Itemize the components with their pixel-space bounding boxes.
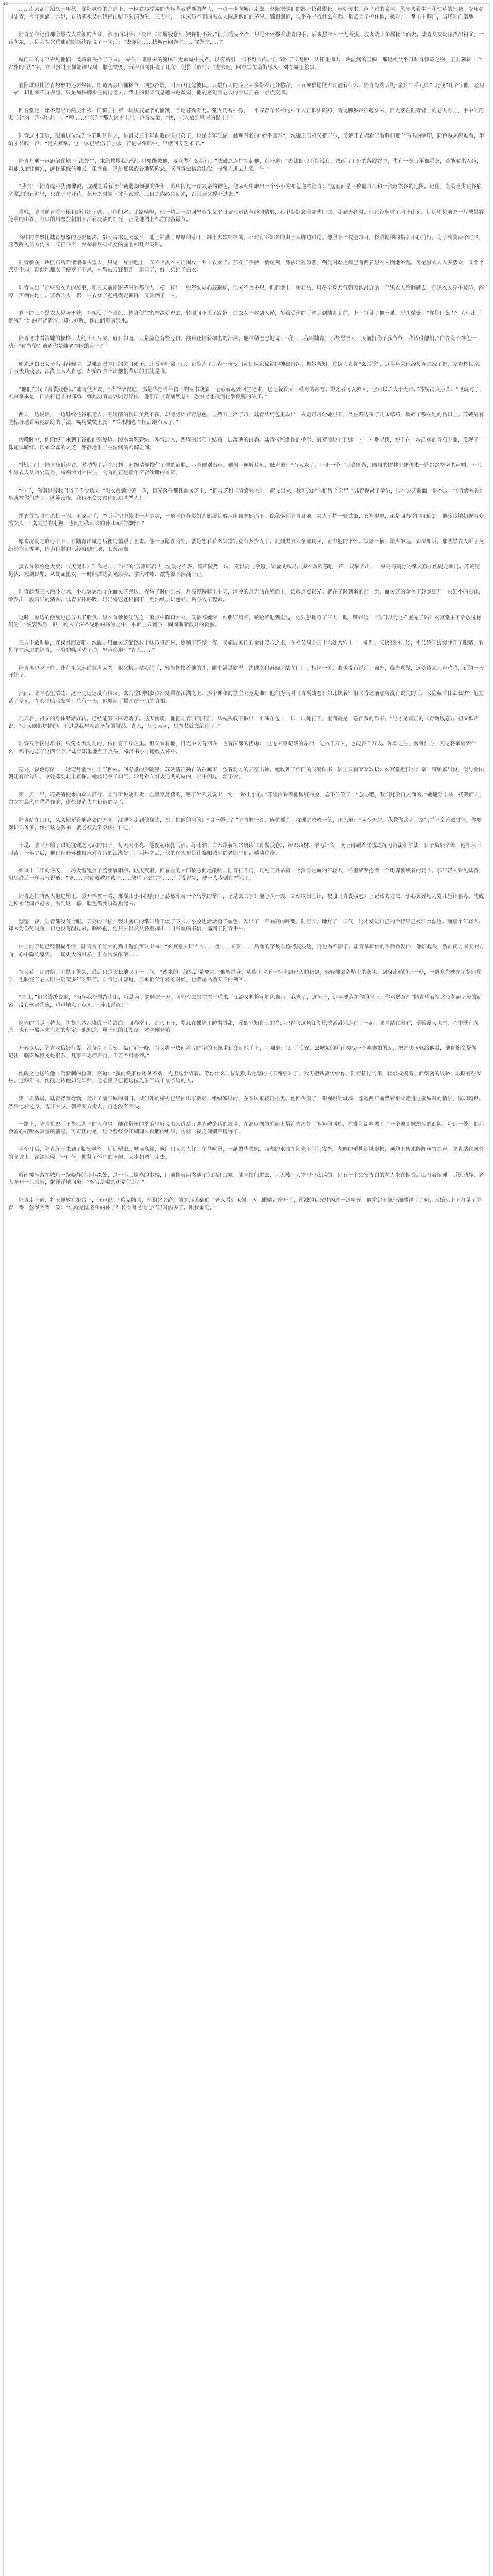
paragraph: 第二天清晨，陆青背着行囊，走出了襄阳城的南门。城门外的柳树已经抽出了新芽，嫩绿嫩绿的，在春风里轻轻摇曳。他回头望了一眼巍峨的城墙，想起两年前背着祖父走进这座城时的情景，恍如隔世。然后他转过身，迈开大步，朝着南方走去，再也没有回头。 <box>8 1096 484 1110</box>
paragraph: “我去！”陆青毫不犹豫地说。沈砚之看着这个瘦弱却倔强的少年，眼中闪过一丝复杂的神色。他从柜中取出一个小小的布包递给陆青：“这里面是三枚避毒丹和一张落霞谷的地图。记住，血灵芝生在谷底寒潭边的石缝里，只在子时开花，花开之时摘下才有药效。三日之内必须回来，否则师父撑不过去。” <box>8 184 482 197</box>
page-number: 10 <box>3 1 9 6</box>
paragraph: 黑衣首领眼中杀机一闪，正要动手，忽听半空中传来一声清啸，一道青色身影如大鹏展翅般从崖顶飘然而下，稳稳落在陆青身前。来人手持一管铁箫，衣袂飘飘，正是回春堂的沈砚之。他冷冷地扫视着众黑衣人：“玄冥堂的走狗，也配在我师父的孙儿面前撒野？” <box>8 513 484 527</box>
paragraph: 陆青躲在一块巨石后面悄悄探头望去，只见一片空地上，五六个黑衣人正围攻一名白衣女子。那女子手持一柄短剑，身法轻盈如燕，剑光闪动之间已有两名黑衣人倒地不起。可是黑衣人人多势众，又个个武功不弱，渐渐地那女子便落了下风，左臂被刀锋划开一道口子，鲜血染红了白衣。 <box>8 260 484 274</box>
paragraph: 傍晚时分，他们终于来到了谷底的寒潭边。潭水幽深碧绿，寒气逼人，四周的岩石上结着一层薄薄的白霜。陆青按照地图的指示，沿着潭边的石缝一寸一寸地寻找，终于在一块凸起的青石下面，发现了一株通体暗红、形如伞盖的灵芝，静静地生长在湿润的苔藓之间。 <box>8 437 484 451</box>
paragraph: ……南宋高宗绍兴十年秋，襄阳城外的荒野上，一位衣衫褴褛的少年背着昏迷的老人，一步一步向城门走去。夕阳把他们的影子拉得很长，远处传来几声乌鸦的啼叫，风里夹着尘土和枯草的气味。少年名叫陆青，今年刚满十六岁，自幼随祖父在终南山脚下采药为生。三天前，一伙来历不明的黑衣人闯进他们的茅屋，翻箱倒柜，似乎在寻找什么东西。祖父为了护住他，被对方一掌击中胸口，当场吐血倒地。 <box>8 7 484 20</box>
paragraph: 陆青至今记得那个黑衣人首领的声音，沙哑而阴冷：“交出《青囊残卷》，饶你们不死。”祖父摇头不语，只是死死握着陆青的手。后来黑衣人一无所获，放火烧了茅屋扬长而去。陆青从灰烬里扒出祖父，一路向东，只因为祖父昏迷前断断续续说了一句话：“去襄阳……找城南回春堂……沈先生……” <box>8 32 485 45</box>
paragraph: 陆青双手接过帛书，只觉得沉甸甸的，仿佛有千斤之重。祖父看着他，目光中既有期许，也有深深的忧虑：“这卷书里记载的东西，能救千万人，也能害千万人。你要记住，医者仁心，无论将来遇到什么，都不能忘了这四个字。”陆青郑重地点了点头，将帛书小心地收入怀中。 <box>8 741 477 755</box>
paragraph: 祖父看了那封信，沉默了很久，最后只是长长地叹了一口气：“该来的，终究还是要来。”他转过身，从墙上取下一柄尘封已久的长剑，轻轻拂去剑鞘上的灰尘。剑身出鞘的那一刻，一道寒光映亮了整间屋子，也映亮了老人眼中沉寂多年的锋芒。陆青这才知道，原来祖父年轻的时候，也曾是名动天下的剑客。 <box>8 970 482 983</box>
article-body <box>8 6 485 2576</box>
paragraph: “找到了！”陆青压低声音，激动得手都在发抖。苏婉清却按住了他的肩膀，示意他别出声。她侧耳倾听片刻，低声道：“有人来了，不止一个。”话音刚落，四周的树林里便传来一阵窸窸窣窣的声响，十几个黑衣人从暗处现身，将寒潭团团围住，为首的正是那个声音沙哑的首领。 <box>8 463 482 476</box>
paragraph: 陆青再也忍不住，扑在祖父床前放声大哭。祖父抬起枯瘦的手，轻轻抚摸着他的头，眼中满是欣慰。沈砚之和苏婉清站在门口，相视一笑，谁也没有说话。窗外，晨光熹微，远处传来几声鸡鸣，新的一天开始了。 <box>8 665 484 679</box>
paragraph: 开春以后，陆青收拾好行囊，准备南下临安。临行前一晚，祖父将一块刻着“沈”字的玉佩重新交到他手上，叮嘱道：“到了临安，去城东的听雨楼找一个叫秦伯的人，把这块玉佩给他看，他自然会帮你。记住，临安城里龙蛇混杂，凡事三思而后行，千万不可鲁莽。” <box>8 1045 482 1059</box>
paragraph: “青儿，”祖父缓缓说道，“当年我隐居终南山，就是为了躲避这一天。可如今玄冥堂卷土重来，江湖又将掀起腥风血雨。我老了，这担子，迟早要落在你的肩上。你可愿意？”陆青望着祖父苍老而坚毅的面容，没有丝毫犹豫，重重地点了点头：“孙儿愿意！” <box>8 995 482 1008</box>
paragraph: 襄阳城里比陆青想象的还要热闹。街道两旁店铺林立，酒旗招展，叫卖声此起彼伏。只是行人的脸上大多带着几分愁容，三五成群地低声议论着什么。陆青隐约听见“金兵”“岳元帅”“北伐”几个字眼，心里一紧，却也顾不得多想，只是加快脚步往南街走去。背上的祖父气息越来越微弱，他能感觉到老人的手脚正在一点点变凉。 <box>8 82 485 96</box>
paragraph: 一路上，陆青见识了不少江湖上的人和事。他在荆州的茶馆里听说书人讲岳元帅大破金兵的故事，在洞庭湖的渔船上帮渔夫治好了多年的顽疾，在鄱阳湖畔救下了一个被山贼劫掠的商队。每到一处，他都会留心打听玄冥堂的消息，可奇怪的是，这个曾经令江湖闻风丧胆的组织，仿佛一夜之间销声匿迹了。 <box>8 1122 484 1135</box>
paragraph: 黑衣首领脸色大变：“《天魔引》？你是……当年的‘玉箫郎君’！”沈砚之不答，箫声陡然一转，变得高亢激越，如金戈铁马。黑衣首领怒吼一声，双掌齐出，一股阴寒刺骨的掌风直扑沈砚之面门。苏婉清见状，短剑出鞘，从侧面抢攻，一时间潭边剑光箫影，掌风呼啸，激得潭水翻涌不止。 <box>8 564 480 578</box>
paragraph: 沈砚之也送给他一管新制的竹箫，笑道：“我的铁箫你还拿不动，先用这个练着。等你什么时候能吹出完整的《天魔引》了，我再把铁箫传给你。”陆青接过竹箫，轻轻抚摸着上面细密的纹路，眼眶有些发热。这两年来，沈砚之待他如兄如师，他心里早已把这位先生当成了最亲近的人。 <box>8 1071 482 1084</box>
paragraph: 信上的字迹已经模糊不清，陆青费了好大的劲才勉强辨认出来：“玄冥堂主即当今……金……临安……”后面的字被血迹彻底浸透，再也看不清了。陆青拿着信的手微微发抖，他抬起头，望向南方临安的方向，心中隐约感到，一场更大的风暴，正在悄然酝酿…… <box>8 944 484 958</box>
paragraph: 窗外，夜色渐浓，一轮弯月悄悄挂上了柳梢。回春堂的后院里，苏婉清正独自站在廊下，望着北方的天空出神。她收到了师门的飞鸽传书，信上只有寥寥数语：玄冥堂近日在汴京一带频繁出没，似与金国朝廷有所勾结，令她即刻北上查探。她轻轻叹了口气，转身看向灯火通明的屋内，眼中闪过一丝不舍。 <box>8 767 484 781</box>
paragraph: 半个月后，陆青终于来到了临安城外。远远望去，城墙高耸，城门口人来人往，车马喧嚣，一派繁华景象。西湖的水波在阳光下闪闪发光，湖畔的垂柳随风飘拂，画舫上传来阵阵丝竹之声。陆青站在城外的高坡上，深深地吸了一口气，握紧了怀中的玉佩，大步朝城门走去。 <box>8 1147 484 1161</box>
paragraph: 谷中的景象比陆青想象的还要幽深。参天古木遮天蔽日，地上铺满了厚厚的落叶，踩上去软绵绵的，不时有不知名的虫子从脚边窜过。他服下一枚避毒丹，按照地图的指引小心前行。走了约莫两个时辰，忽然听见前方传来一阵打斗声，夹杂着兵刃相交的脆响和几声闷哼。 <box>8 234 484 248</box>
paragraph: 整整一夜，陆青都没有合眼。天亮的时候，婴儿胸口的掌印终于淡了下去，小脸也渐渐有了血色，发出了一声响亮的啼哭。陆青长长地舒了一口气，这才发觉自己的后背早已被汗水湿透。而那个年轻人，却因为伤势过重，再也没有醒过来。临终前，他只来得及从怀里掏出一封带血的书信，塞到了陆青手中。 <box>8 919 484 933</box>
paragraph: 听雨楼坐落在城东一条僻静的小巷深处，是一座三层高的木楼，门前挂着两盏褪了色的红灯笼。陆青推门进去，只见楼下大堂里空荡荡的，只有一个须发皆白的老人坐在柜台后面打着瞌睡。听见动静，老人睁开一只眼睛，懒洋洋地问道：“客官是喝茶还是住店？” <box>8 1172 484 1186</box>
paragraph: 绍兴十二年的冬天，一场大雪覆盖了整座襄阳城。这天夜里，回春堂的大门被急促地敲响。陆青打开门，只见门外站着一个浑身是血的年轻人，怀里紧紧抱着一个用棉被裹着的婴儿。那年轻人看见陆青，用尽最后一丝力气说道：“求……求你救救这孩子……他中了玄冥掌……”话没说完，便一头栽倒在雪地里。 <box>8 868 484 882</box>
paragraph: 三人不敢耽搁，连夜赶回襄阳。沈砚之用血灵芝配以数十味珍贵药材，熬制了整整一夜，又施展家传的金针渡穴之术，在祖父周身三十六处大穴上一一施针。天快亮的时候，祖父终于缓缓睁开了眼睛，看见守在床边的陆青，干裂的嘴唇动了动，轻声唤道：“青儿……” <box>8 640 484 654</box>
paragraph: 陆青这才知道，眼前这位沈先生名叫沈砚之，是祖父三十年前收的关门弟子，也是当年江湖上赫赫有名的“妙手回春”。沈砚之替祖父把了脉，又解开衣襟看了看胸口那个乌黑的掌印，脸色越来越难看，半晌才长叹一声：“是玄冥掌。这一掌已经伤了心脉，若是寻常郎中，早就回天乏术了。” <box>8 133 484 147</box>
paragraph: 剩下的三个黑衣人见势不妙，互相使了个眼色，转身便往密林深处逃去，转眼间不见了踪影。白衣女子收剑入鞘，捂着受伤的手臂走到陆青面前，上下打量了他一番，眉头微蹙：“你是什么人？为何出手帮我？”她的声音清冷，却很好听，像山涧里的泉水。 <box>8 311 482 324</box>
paragraph: 陆青认出了那些黑衣人的装束，和三天前闯进茅屋的那伙人一模一样！一股怒火从心底腾起，他来不及多想，抓起地上一块石头，用尽全身力气朝离他最近的一个黑衣人后脑砸去。那黑衣人猝不及防，闷哼一声倒在地上。其余几人一愣，白衣女子趁机剑走偏锋，又刺倒了一人。 <box>8 285 484 299</box>
paragraph: 两人一边说话，一边继续往谷底走去。苏婉清的伤口虽然不深，却隐隐泛着青黑色，显然刀上淬了毒。陆青从药包里取出一枚避毒丹让她服下，又在路边采了几味草药，嚼碎了敷在她的伤口上。苏婉清有些惊讶地看着他熟练的手法，嘴角微微上扬：“看来陆老神医后继有人了。” <box>8 412 484 426</box>
paragraph: 然而，陆青心里清楚，这一切远远没有结束。玄冥堂的阴影依然笼罩在江湖之上，那个神秘的堂主究竟是谁？他们为何对《青囊残卷》如此执着？祖父昏迷前那句没有说完的话，又隐藏着什么秘密？他握紧了拳头，在心里暗暗发誓：总有一天，他要亲手揭开这一切的真相。 <box>8 691 484 704</box>
paragraph: 原来这白衣女子名叫苏婉清，是峨眉派掌门的关门弟子，此番奉师命下山，正是为了追查一伙专门劫掠医家秘籍的神秘组织。据她所知，这伙人自称“玄冥堂”，近半年来已经接连血洗了好几家杏林世家，手段极其残忍，江湖上人人自危，却始终查不出他们背后的主使是谁。 <box>8 361 484 375</box>
paragraph: 陆青走上前，将玉佩放在柜台上，低声说：“晚辈陆青，奉祖父之命，前来拜见秦伯。”老人看到玉佩，两只眼睛都睁开了，浑浊的目光中闪过一道精光。他拿起玉佩仔细端详了片刻，又抬头上下打量了陆青一番，忽然咧嘴一笑：“你就是陆老头的孙子？长得倒是比他年轻时俊多了。跟我来吧。” <box>8 1197 482 1211</box>
paragraph: 于是，陆青开始了跟随沈砚之习武的日子。每天天不亮，他便起床扎马步、练吐纳；白天跟着祖父研读《青囊残卷》，辨识药材，学习针灸；晚上再跟着沈砚之练习箫法和掌法。日子虽然辛苦，他却从不叫苦。一年之后，他已经能够独自应对寻常的江湖好手；两年之后，他的医术更是让襄阳城里的老郎中们都啧啧称奇。 <box>8 843 482 856</box>
paragraph: “小子，你倒是替我们省了不少功夫。”黑衣首领冷笑一声，目光落在那株血灵芝上，“把灵芝和《青囊残卷》一起交出来，我可以给你们留个全尸。”陆青握紧了拳头，挡在灵芝前面一步不退：“《青囊残卷》早就被你们烧了！就算没烧，我也不会交给你们这些恶人！” <box>8 488 485 502</box>
paragraph: 陆青趁着三人激斗之际，小心翼翼地守在血灵芝旁边，等待子时的到来。月亮慢慢爬上中天，清冷的月光洒在潭面上，泛起点点银光。就在子时到来的那一刻，血灵芝的伞盖下忽然绽开一朵细小的白花，散发出一股奇异的清香。陆青屏住呼吸，轻轻将它连根摘下，用油纸层层包好，贴身收了起来。 <box>8 589 484 603</box>
paragraph: 第二天一早，苏婉清便来向众人辞行。陆青听说她要走，心里空落落的，憋了半天只说出一句：“路上小心。”苏婉清看着他微红的脸，忍不住笑了：“放心吧，我们还会再见面的。”她翻身上马，扬鞭而去，白衣在晨风中猎猎作响，很快便消失在长街的尽头。 <box>8 792 485 806</box>
paragraph: 窗外的雪越下越大，将整座城池染成一片洁白。回春堂里，炉火正旺，婴儿在摇篮里睡得香甜，浑然不知自己的命运已经与这场江湖风波紧紧地连在了一起。陆青站在窗前，望着漫天飞雪，心中既有忐忑，也有一股从未有过的坚定。他知道，属于他的江湖路，才刚刚开始。 <box>8 1020 479 1034</box>
paragraph: 这时，潭边的激战也已分出了胜负。黑衣首领被沈砚之一箫点中胸口大穴，又被苏婉清一剑刺穿肩胛，踉跄着退到崖边。他狠狠地瞪了三人一眼，嘶声道：“你们以为这样就完了吗？玄冥堂主不会放过你们的！”说罢纵身一跃，跳入了深不见底的寒潭之中，水面上只留下一圈圈渐渐散开的涟漪。 <box>8 615 482 629</box>
paragraph: 回春堂是一座不起眼的两层小楼，门楣上挂着一块黑底金字的匾额，字迹苍劲有力。堂内药香扑鼻，一个穿青布长衫的中年人正低头碾药，听见脚步声抬起头来，目光落在陆青背上的老人身上，手中的药碾“当”的一声掉在地上。“师……师父？”那人快步上前，声音发颤，“快，把人放到里屋的榻上！” <box>8 108 484 122</box>
paragraph: 几天后，祖父的身体渐渐好转，已经能够下床走动了。这天傍晚，他把陆青叫到床前，从枕头底下取出一个油布包，一层一层地打开，里面竟是一卷泛黄的帛书。“这才是真正的《青囊残卷》。”祖父低声说，“那天他们烧掉的，不过是我早就准备好的赝品。青儿，从今天起，这卷书就交给你了。” <box>8 716 479 730</box>
paragraph: 陆青站在门口，久久地望着她离去的方向。沈砚之走到他身边，拍了拍他的肩膀：“舍不得了？”陆青脸一红，连忙摇头。沈砚之哈哈一笑，正色道：“从今天起，我教你武功。玄冥堂不会善罢甘休，你要保护你爷爷，保护这卷医书，就必须先学会保护自己。” <box>8 818 482 831</box>
paragraph: “他们在找《青囊残卷》。”陆青低声说，“我爷爷说过，那是华佗当年留下的医书残篇，记载着起死回生之术，也记载着天下最毒的毒方。得之者可以救人，也可以杀人于无形。”苏婉清点点头：“这就对了。玄冥掌本是一门失传已久的邪功，练此功者需以剧毒淬体，他们要《青囊残卷》，恐怕是想找到化解反噬的法子。” <box>8 386 485 400</box>
paragraph: 城门口的守卫看见他们，皱着眉头拦了下来。“站住！哪里来的流民？近来城中戒严，没有路引一律不得入内。”陆青咬了咬嘴唇，从怀里掏出一块温润的玉佩，那是祖父平日贴身佩戴之物，玉上刻着一个古朴的“沈”字。守卫接过玉佩端详片刻，脸色微变，低声和同伴说了几句，便挥手放行：“进去吧，回春堂在南街尽头，别在城里惹事。” <box>8 57 482 71</box>
paragraph: 当晚，陆青便背着干粮和药包出了城。月色如水，山路崎岖，他一边走一边回想着祖父平日教他辨认草药的情形，心里默默念着那些口诀。走到天亮时，他已经翻过了两座山头，远远望见前方一片被晨雾笼罩的山谷，谷口的岩壁在朝阳下泛着淡淡的红光，正是地图上标注的落霞谷。 <box>8 209 484 223</box>
paragraph: 原来沈砚之放心不下，在陆青出城之后便悄悄跟了上来。他一直隐在暗处，就是想看看玄冥堂究竟有多少人手。此刻黑衣人全部现身，正中他的下怀。铁箫一横，箫声乍起，如泣如诉，那些黑衣人听了竟纷纷抱头惨叫，内力稍弱的已经瘫倒在地，七窍流血。 <box>8 538 484 552</box>
paragraph: 陆青连忙将两人抱进屋里，掀开棉被一看，那婴儿小小的胸口上赫然印着一个乌黑的掌印，正是玄冥掌！他心头一震，立刻取出金针，按照《青囊残卷》上记载的方法，小心翼翼地为婴儿施针驱毒。沈砚之和祖父闻声赶来，看到这一幕，脸色都变得凝重起来。 <box>8 893 484 907</box>
paragraph: 陆青扑通一声跪倒在地：“沈先生，求您救救我爷爷！只要能救他，要我做什么都行！”沈砚之连忙扶起他，沉吟道：“办法倒也不是没有。城西百里外的落霞谷中，生有一株百年血灵芝，若能取来入药，再辅以金针渡穴，或许能保住师父一条性命。只是那落霞谷地势险恶，又有毒虫猛兽出没，寻常人进去九死一生。” <box>8 159 482 172</box>
paragraph: 陆青这才看清她的模样，大约十七八岁，眉目如画，只是脸色有些苍白，额角还挂着细密的汗珠。他结结巴巴地说：“我……我叫陆青，那些黑衣人三天前打伤了我爷爷，我认得他们。”白衣女子神色一动：“你爷爷？难道你是陆老神医的孙子？” <box>8 336 477 350</box>
